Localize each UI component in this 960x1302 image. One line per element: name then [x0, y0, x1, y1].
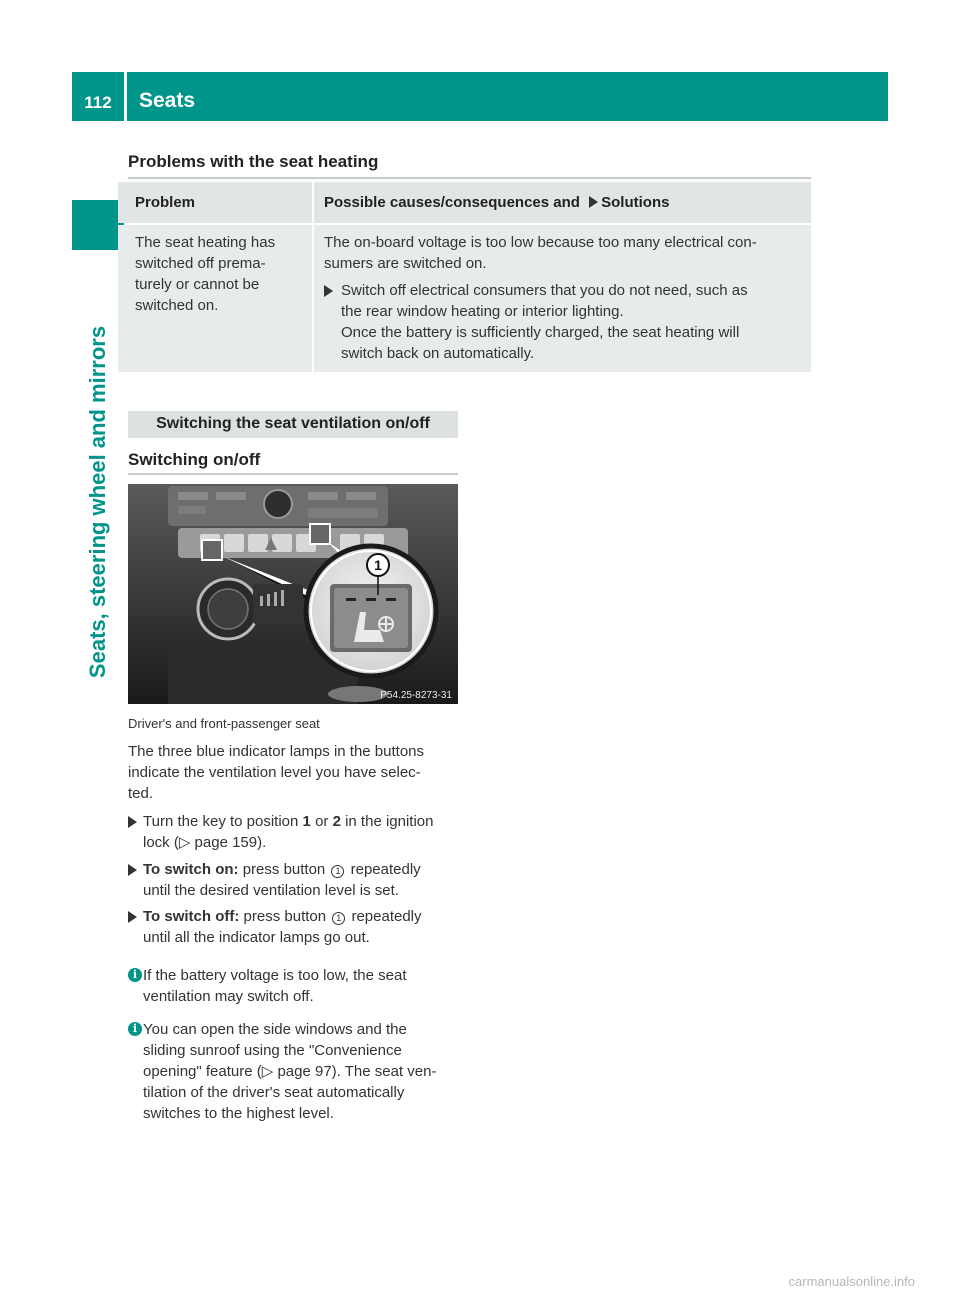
- ventilation-heading: Switching the seat ventilation on/off: [128, 411, 458, 438]
- solutions-cell: The on-board voltage is too low because too many electrical con- sumers are switched on. Switch off electrical consumers that you do not need, such as the rear window heating or interior lighting. Once the battery is sufficiently charged, the seat heating will switch back on automatically.: [314, 225, 811, 372]
- intro-paragraph: The three blue indicator lamps in the buttons indicate the ventilation level you have selec- ted.: [128, 743, 425, 802]
- info-icon: i: [128, 1022, 142, 1036]
- info-battery: i If the battery voltage is too low, the seat ventilation may switch off.: [128, 965, 460, 1007]
- problem-cell: The seat heating has switched off prema- turely or cannot be switched on.: [118, 225, 312, 372]
- info-convenience-opening: i You can open the side windows and the sliding sunroof using the "Convenience opening" feature (▷ page 97). The seat ven- tilation of the driver's seat automatically switches to the highest level.: [128, 1019, 460, 1124]
- step-switch-off: To switch off: press button 1 repeatedly until all the indicator lamps go out.: [128, 906, 460, 948]
- arrow-icon: [324, 285, 333, 297]
- side-tab-marker: [72, 200, 124, 250]
- watermark: carmanualsonline.info: [788, 1274, 915, 1289]
- image-code: P54.25-8273-31: [380, 690, 452, 701]
- solution-step: Switch off electrical consumers that you do not need, such as the rear window heating or interior lighting. Once the battery is sufficiently charged, the seat heating will switch back on automatically.: [324, 280, 811, 364]
- photo-caption: Driver's and front-passenger seat: [128, 716, 320, 731]
- problems-table: [118, 182, 811, 372]
- side-tab: [72, 262, 124, 742]
- ventilation-button-illustration: [128, 484, 458, 704]
- button-number-icon: 1: [332, 912, 345, 925]
- arrow-icon: [589, 196, 598, 208]
- callout-number: 1: [374, 557, 382, 573]
- side-tab-label: Seats, steering wheel and mirrors: [85, 325, 110, 679]
- page-number: 112: [84, 93, 112, 112]
- arrow-icon: [128, 864, 137, 876]
- problems-title: Problems with the seat heating: [128, 152, 379, 171]
- page-number-box: [72, 72, 124, 121]
- info-icon: i: [128, 968, 142, 982]
- header-solutions: Possible causes/consequences and Solutions: [314, 182, 811, 223]
- problems-title-rule: [128, 177, 811, 179]
- arrow-icon: [128, 816, 137, 828]
- switching-subtitle: Switching on/off: [128, 450, 261, 469]
- button-number-icon: 1: [331, 865, 344, 878]
- header-problem: Problem: [118, 182, 312, 223]
- subtitle-rule: [128, 473, 458, 475]
- section-title: Seats: [139, 89, 196, 112]
- section-header: [127, 72, 888, 121]
- dashboard-photo: [128, 484, 458, 704]
- step-key-position: Turn the key to position 1 or 2 in the ignition lock (▷ page 159).: [128, 811, 460, 853]
- step-switch-on: To switch on: press button 1 repeatedly until the desired ventilation level is set.: [128, 859, 460, 901]
- arrow-icon: [128, 911, 137, 923]
